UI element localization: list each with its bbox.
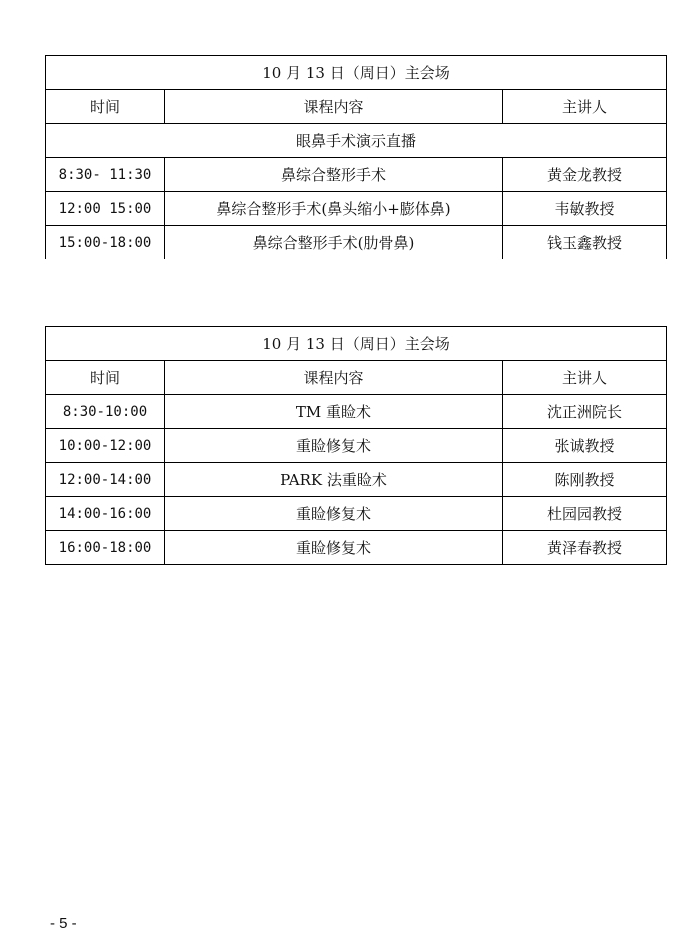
content-cell: 重睑修复术 [165, 429, 503, 463]
time-cell: 14:00-16:00 [46, 497, 165, 531]
content-cell: TM 重睑术 [165, 395, 503, 429]
time-cell: 15:00-18:00 [46, 226, 165, 260]
time-cell: 12:00 15:00 [46, 192, 165, 226]
time-cell: 8:30-10:00 [46, 395, 165, 429]
table-title-row [46, 327, 667, 361]
table-row [46, 497, 667, 531]
header-speaker: 主讲人 [503, 90, 667, 124]
table-row [46, 158, 667, 192]
table-title: 10 月 13 日（周日）主会场 [46, 327, 667, 361]
table-title: 10 月 13 日（周日）主会场 [46, 56, 667, 90]
table-row [46, 531, 667, 565]
speaker-cell: 陈刚教授 [503, 463, 667, 497]
header-speaker: 主讲人 [503, 361, 667, 395]
speaker-cell: 钱玉鑫教授 [503, 226, 667, 260]
schedule-table-1 [45, 55, 667, 259]
time-cell: 10:00-12:00 [46, 429, 165, 463]
content-cell: 鼻综合整形手术(肋骨鼻) [165, 226, 503, 260]
speaker-cell: 黄泽春教授 [503, 531, 667, 565]
header-content: 课程内容 [165, 90, 503, 124]
schedule-table-2 [45, 326, 667, 565]
table-row [46, 192, 667, 226]
content-cell: 鼻综合整形手术(鼻头缩小+膨体鼻) [165, 192, 503, 226]
speaker-cell: 韦敏教授 [503, 192, 667, 226]
content-cell: 鼻综合整形手术 [165, 158, 503, 192]
content-cell: 重睑修复术 [165, 497, 503, 531]
section-row [46, 124, 667, 158]
time-cell: 16:00-18:00 [46, 531, 165, 565]
table-row [46, 226, 667, 260]
table-row [46, 395, 667, 429]
speaker-cell: 黄金龙教授 [503, 158, 667, 192]
section-title: 眼鼻手术演示直播 [46, 124, 667, 158]
time-cell: 12:00-14:00 [46, 463, 165, 497]
table-row [46, 429, 667, 463]
table-row [46, 463, 667, 497]
page-number: - 5 - [50, 915, 77, 932]
header-row [46, 361, 667, 395]
header-row [46, 90, 667, 124]
header-content: 课程内容 [165, 361, 503, 395]
time-cell: 8:30- 11:30 [46, 158, 165, 192]
content-cell: 重睑修复术 [165, 531, 503, 565]
header-time: 时间 [46, 90, 165, 124]
speaker-cell: 沈正洲院长 [503, 395, 667, 429]
content-cell: PARK 法重睑术 [165, 463, 503, 497]
table-title-row [46, 56, 667, 90]
speaker-cell: 杜园园教授 [503, 497, 667, 531]
header-time: 时间 [46, 361, 165, 395]
speaker-cell: 张诚教授 [503, 429, 667, 463]
